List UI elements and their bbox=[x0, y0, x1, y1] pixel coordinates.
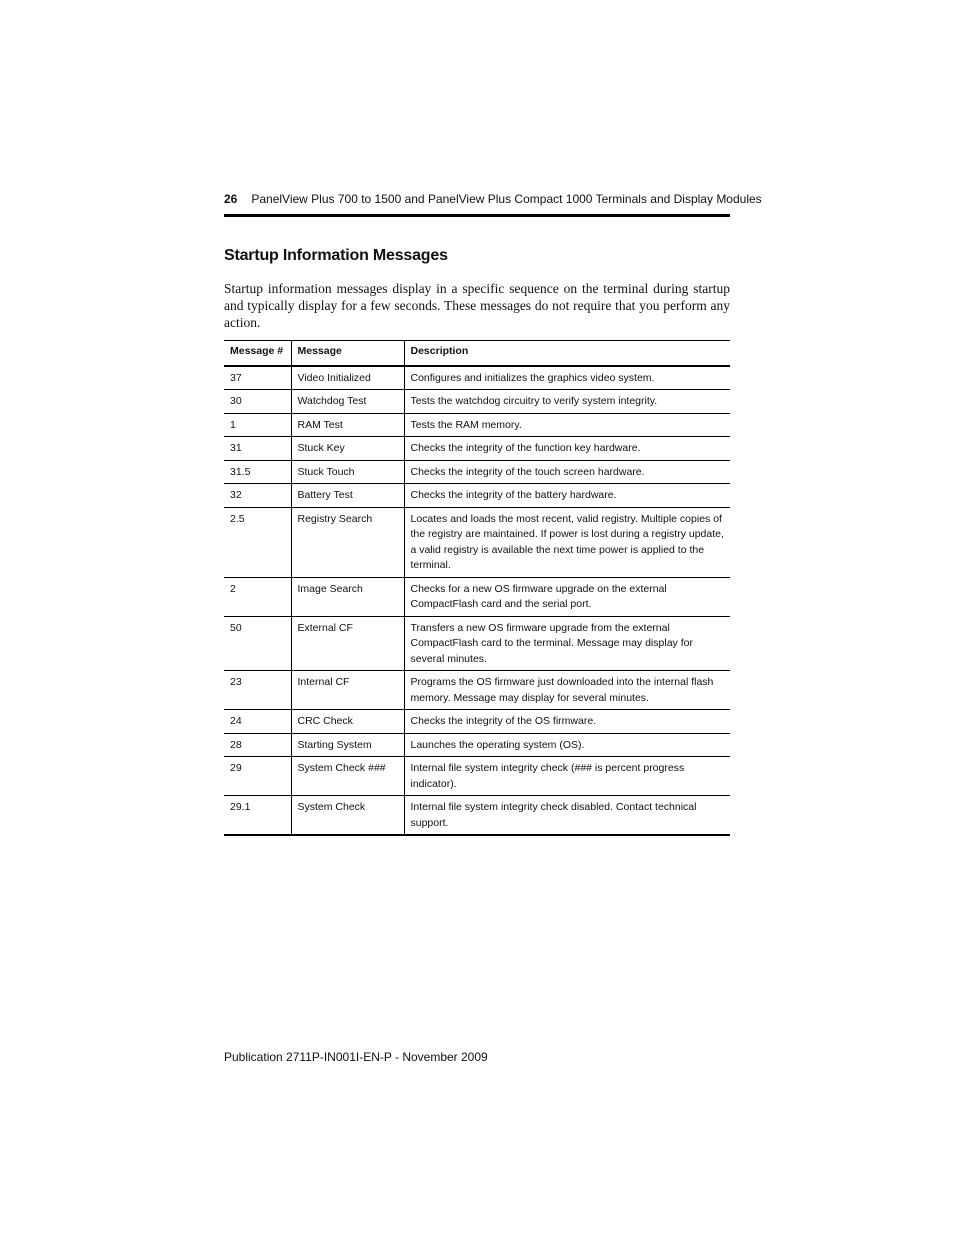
table-row bbox=[224, 366, 730, 390]
description-cell: Transfers a new OS firmware upgrade from the external CompactFlash card to the terminal. Message may display for several minutes. bbox=[404, 616, 730, 671]
column-header-message: Message bbox=[291, 341, 404, 366]
message-cell: System Check ### bbox=[291, 757, 404, 796]
message-number-cell: 50 bbox=[224, 616, 291, 671]
message-number-cell: 31.5 bbox=[224, 460, 291, 484]
message-cell: RAM Test bbox=[291, 413, 404, 437]
description-cell: Checks the integrity of the function key hardware. bbox=[404, 437, 730, 461]
message-number-cell: 24 bbox=[224, 710, 291, 734]
description-cell: Programs the OS firmware just downloaded into the internal flash memory. Message may display for several minutes. bbox=[404, 671, 730, 710]
message-cell: Image Search bbox=[291, 577, 404, 616]
message-cell: Stuck Key bbox=[291, 437, 404, 461]
message-cell: Internal CF bbox=[291, 671, 404, 710]
description-cell: Internal file system integrity check (### is percent progress indicator). bbox=[404, 757, 730, 796]
table-row bbox=[224, 484, 730, 508]
message-number-cell: 23 bbox=[224, 671, 291, 710]
description-cell: Launches the operating system (OS). bbox=[404, 733, 730, 757]
page-header bbox=[224, 192, 762, 206]
table-row bbox=[224, 413, 730, 437]
message-cell: Starting System bbox=[291, 733, 404, 757]
column-header-description: Description bbox=[404, 341, 730, 366]
table-row bbox=[224, 507, 730, 577]
document-title: PanelView Plus 700 to 1500 and PanelView Plus Compact 1000 Terminals and Display Modules bbox=[251, 192, 762, 206]
intro-paragraph: Startup information messages display in a specific sequence on the terminal during startup and typically display for a few seconds. These messages do not require that you perform any action. bbox=[224, 281, 730, 330]
message-cell: CRC Check bbox=[291, 710, 404, 734]
table-row bbox=[224, 390, 730, 414]
table-body bbox=[224, 366, 730, 836]
message-number-cell: 29 bbox=[224, 757, 291, 796]
description-cell: Configures and initializes the graphics video system. bbox=[404, 366, 730, 390]
table-row bbox=[224, 577, 730, 616]
table-row bbox=[224, 796, 730, 836]
table-row bbox=[224, 710, 730, 734]
table-row bbox=[224, 733, 730, 757]
message-cell: Registry Search bbox=[291, 507, 404, 577]
message-cell: Stuck Touch bbox=[291, 460, 404, 484]
message-number-cell: 31 bbox=[224, 437, 291, 461]
table-header-row bbox=[224, 341, 730, 366]
description-cell: Tests the watchdog circuitry to verify system integrity. bbox=[404, 390, 730, 414]
table-row bbox=[224, 757, 730, 796]
message-number-cell: 2.5 bbox=[224, 507, 291, 577]
message-cell: Battery Test bbox=[291, 484, 404, 508]
description-cell: Checks the integrity of the touch screen hardware. bbox=[404, 460, 730, 484]
startup-messages-table bbox=[224, 340, 730, 836]
message-cell: System Check bbox=[291, 796, 404, 836]
header-rule bbox=[224, 214, 730, 217]
message-number-cell: 37 bbox=[224, 366, 291, 390]
message-cell: Video Initialized bbox=[291, 366, 404, 390]
message-cell: External CF bbox=[291, 616, 404, 671]
column-header-message-number: Message # bbox=[224, 341, 291, 366]
description-cell: Checks the integrity of the battery hardware. bbox=[404, 484, 730, 508]
message-number-cell: 28 bbox=[224, 733, 291, 757]
message-number-cell: 29.1 bbox=[230, 801, 251, 813]
description-cell: Locates and loads the most recent, valid registry. Multiple copies of the registry are maintained. If power is lost during a registry update, a valid registry is available the next time power is applied to the terminal. bbox=[404, 507, 730, 577]
message-number-cell: 2 bbox=[224, 577, 291, 616]
description-cell: Internal file system integrity check disabled. Contact technical support. bbox=[404, 796, 730, 836]
message-number-cell: 1 bbox=[224, 413, 291, 437]
description-cell: Checks the integrity of the OS firmware. bbox=[404, 710, 730, 734]
page-number: 26 bbox=[224, 192, 238, 206]
message-number-cell: 30 bbox=[224, 390, 291, 414]
table-row bbox=[224, 671, 730, 710]
message-number-cell: 32 bbox=[224, 484, 291, 508]
message-cell: Watchdog Test bbox=[291, 390, 404, 414]
table-row bbox=[224, 437, 730, 461]
table-row bbox=[224, 460, 730, 484]
publication-footer: Publication 2711P-IN001I-EN-P - November 2009 bbox=[224, 1050, 488, 1064]
section-title: Startup Information Messages bbox=[224, 247, 448, 264]
description-cell: Tests the RAM memory. bbox=[404, 413, 730, 437]
table-row bbox=[224, 616, 730, 671]
description-cell: Checks for a new OS firmware upgrade on the external CompactFlash card and the serial port. bbox=[404, 577, 730, 616]
